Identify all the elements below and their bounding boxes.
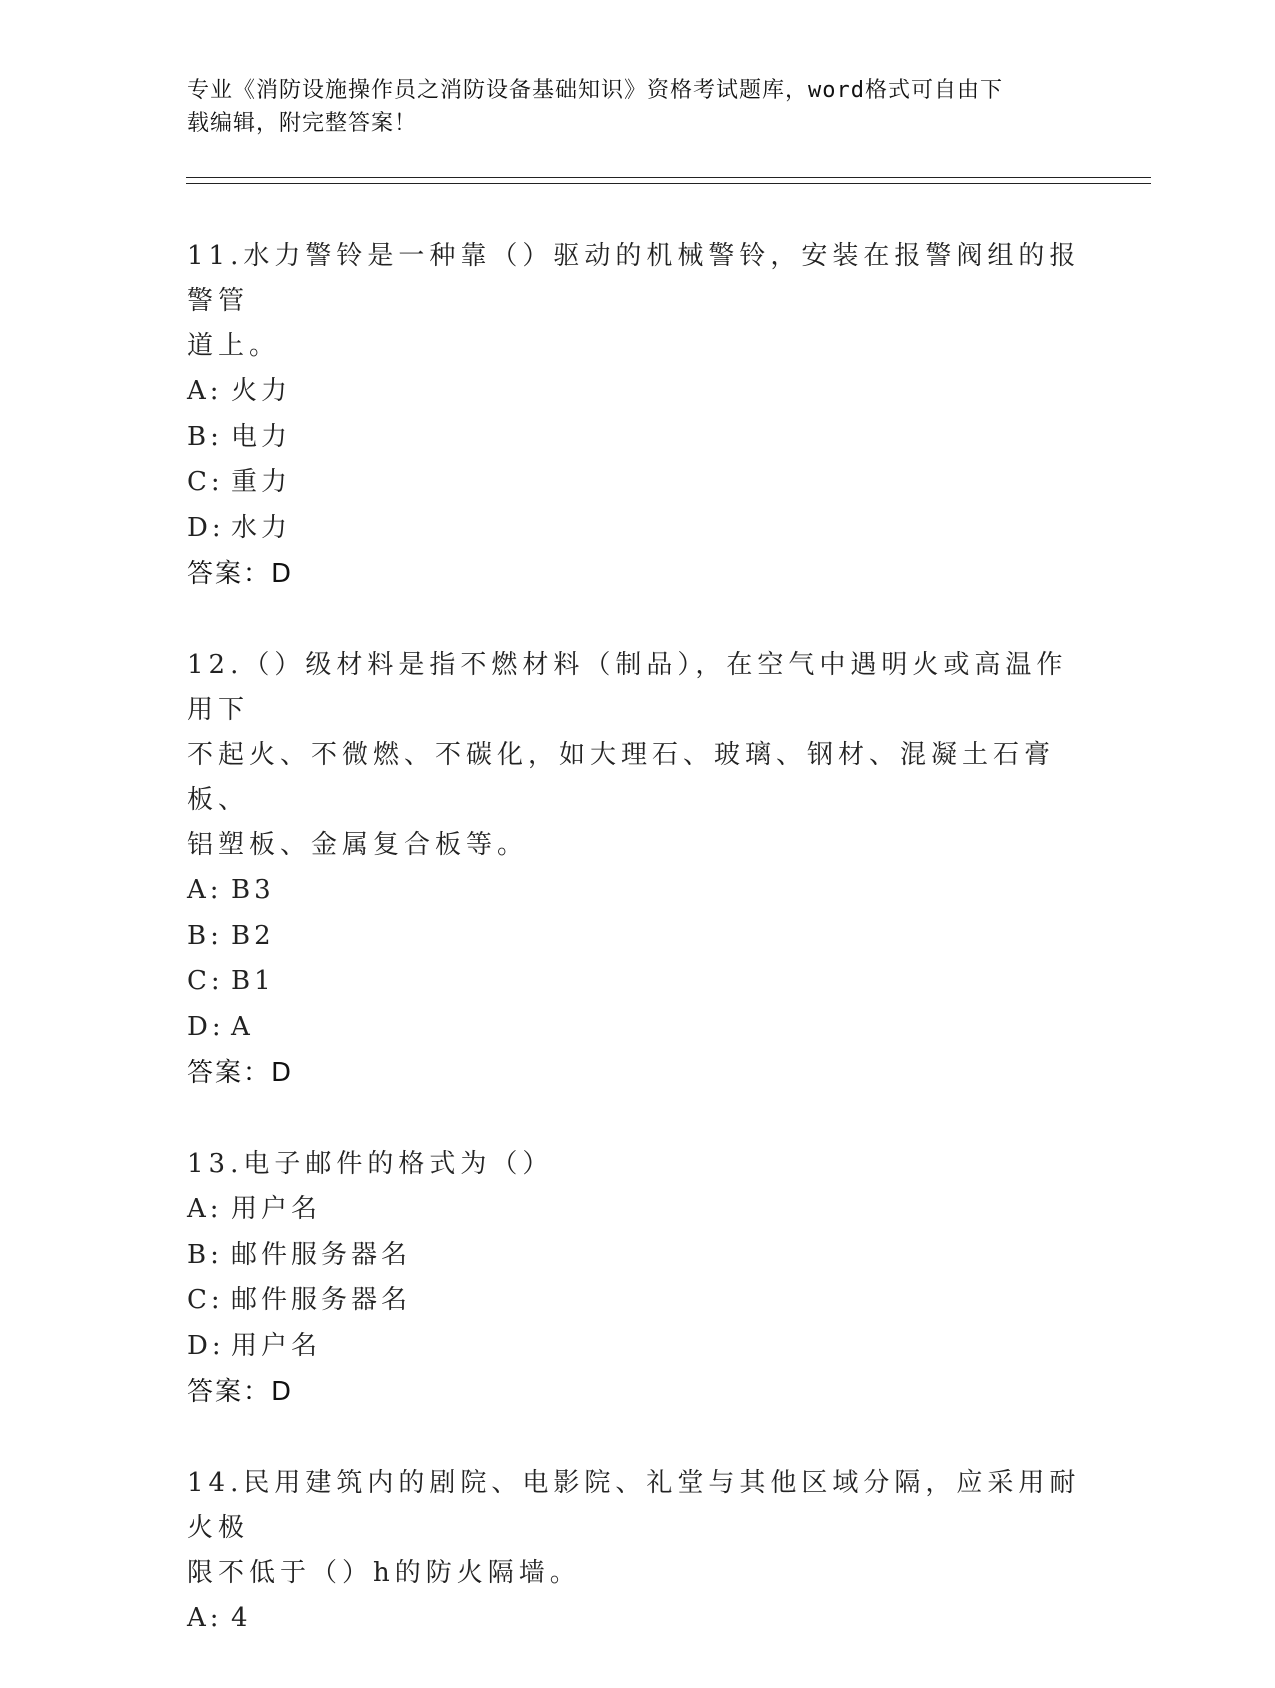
option-text: 邮件服务器名 (231, 1285, 412, 1315)
option-b (187, 415, 1087, 461)
question-stem-line: 11.水力警铃是一种靠（）驱动的机械警铃，安装在报警阀组的报警管 (187, 241, 1081, 316)
option-b (187, 914, 1087, 960)
option-text: 4 (231, 1603, 252, 1633)
option-key: D: (187, 1330, 225, 1361)
option-key: C: (187, 467, 224, 497)
option-b (187, 1233, 1087, 1279)
question-stem-line: 铝塑板、金属复合板等。 (187, 830, 529, 860)
question-stem-line: 不起火、不微燃、不碳化，如大理石、玻璃、钢材、混凝土石膏板、 (187, 740, 1056, 815)
option-text: B3 (231, 875, 275, 905)
option-a (187, 1596, 1087, 1642)
answer-line: 答案：D (187, 1058, 294, 1088)
option-a (187, 369, 1087, 415)
option-key: C: (187, 966, 224, 996)
question-stem-line: 12.（）级材料是指不燃材料（制品），在空气中遇明火或高温作用下 (187, 650, 1068, 725)
option-text: 邮件服务器名 (231, 1239, 412, 1270)
option-text: 用户名 (231, 1194, 322, 1224)
question-12 (187, 643, 1087, 1096)
question-list (187, 234, 1087, 1688)
option-key: B: (187, 1239, 223, 1270)
question-stem-line: 14.民用建筑内的剧院、电影院、礼堂与其他区域分隔，应采用耐火极 (187, 1468, 1081, 1543)
header-divider-bottom (186, 183, 1151, 184)
option-a (187, 868, 1087, 914)
option-c (187, 1278, 1087, 1324)
option-text: 火力 (231, 376, 292, 406)
answer-line: 答案：D (187, 559, 294, 589)
question-stem (187, 1461, 1087, 1596)
option-key: D: (187, 1011, 225, 1042)
option-key: A: (187, 1194, 223, 1224)
option-a (187, 1187, 1087, 1233)
header-line-2: 载编辑，附完整答案！ (187, 111, 418, 136)
option-text: 重力 (231, 467, 292, 497)
question-11 (187, 234, 1087, 597)
option-text: B1 (231, 966, 275, 996)
option-d (187, 506, 1087, 552)
question-stem-line: 限不低于（）h的防火隔墙。 (187, 1558, 581, 1588)
option-text: A (231, 1011, 254, 1042)
header-line-1: 专业《消防设施操作员之消防设备基础知识》资格考试题库，word格式可自由下 (187, 78, 1003, 103)
option-key: B: (187, 421, 223, 452)
question-stem (187, 643, 1087, 868)
option-key: C: (187, 1285, 224, 1315)
option-key: A: (187, 1603, 223, 1633)
option-text: 电力 (231, 421, 292, 452)
question-stem-line: 13.电子邮件的格式为（） (187, 1149, 554, 1179)
option-c (187, 959, 1087, 1005)
question-14 (187, 1461, 1087, 1642)
question-stem-line: 道上。 (187, 331, 281, 361)
option-key: A: (187, 376, 223, 406)
document-header (187, 74, 1067, 140)
option-text: B2 (231, 920, 275, 951)
question-stem (187, 1142, 1087, 1187)
option-key: B: (187, 920, 223, 951)
header-divider-top (186, 177, 1151, 178)
option-text: 用户名 (231, 1330, 322, 1361)
question-13 (187, 1142, 1087, 1415)
option-d (187, 1005, 1087, 1051)
option-key: D: (187, 512, 225, 543)
option-key: A: (187, 875, 223, 905)
question-stem (187, 234, 1087, 369)
option-d (187, 1324, 1087, 1370)
option-c (187, 460, 1087, 506)
option-text: 水力 (231, 512, 292, 543)
answer-line: 答案：D (187, 1377, 294, 1407)
